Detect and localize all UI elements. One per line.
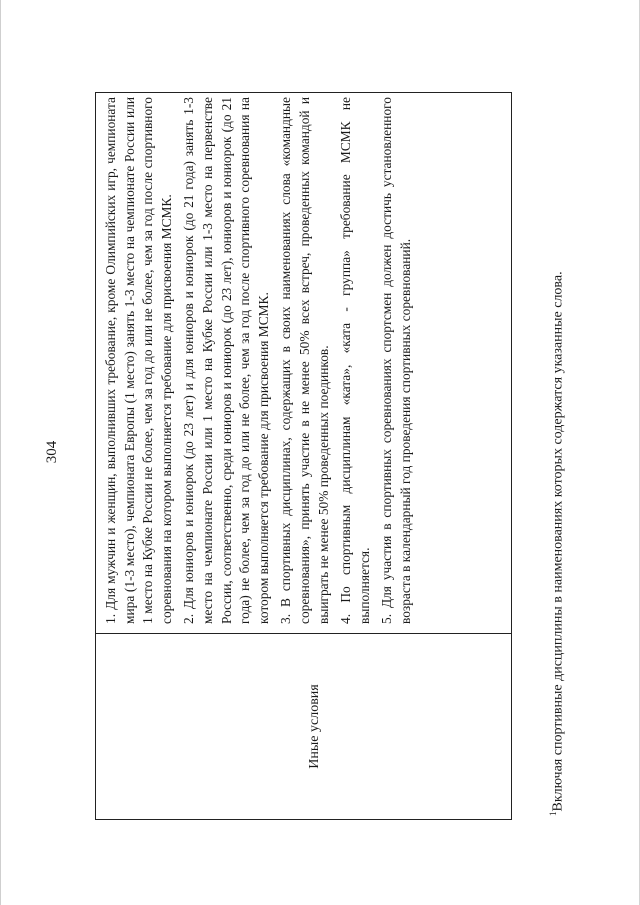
rotated-page [40,62,600,842]
footnote [548,271,567,816]
row-label-cell [96,633,511,819]
condition-item: 5. Для участия в спортивных соревнованиях спортсмен должен достичь установленного возраста в календарный год проведения спортивных соревнований. [379,97,413,624]
footnote-text: Включая спортивные дисциплины в наименованиях которых содержатся указанные слова. [550,271,566,812]
row-label: Иные условия [307,684,322,769]
page-number: 304 [44,440,60,464]
conditions-table [95,92,512,820]
conditions-cell [102,97,505,624]
condition-item: 4. По спортивным дисциплинам «ката», «ката - группа» требование МСМК не выполняется. [338,97,372,624]
footnote-marker: 1 [548,811,558,816]
condition-item: 2. Для юниоров и юниорок (до 23 лет) и для юниоров и юниорок (до 21 года) занять 1-3 место на чемпионате России или 1 место на Кубке России или 1-3 место на первенстве России, соответственно, среди юниоров и юниорок (до 23 лет), юниоров и юниорок (до 21 года) не более, чем за год до или не более, чем за год после спортивного соревнования на котором выполняется требование для присвоения МСМК. [181,97,271,624]
condition-item: 1. Для мужчин и женщин, выполнивших требование, кроме Олимпийских игр, чемпионата мира (1-3 место), чемпионата Европы (1 место) занять 1-3 место на чемпионате России или 1 место на Кубке России не более, чем за год до или не более, чем за год после спортивного соревнования на котором выполняется требование для присвоения МСМК. [103,97,174,624]
condition-item: 3. В спортивных дисциплинах, содержащих в своих наименованиях слова «командные соревнования», принять участие в не менее 50% всех встреч, проведенных командой и выиграть не менее 50% проведенных поединков. [278,97,331,624]
